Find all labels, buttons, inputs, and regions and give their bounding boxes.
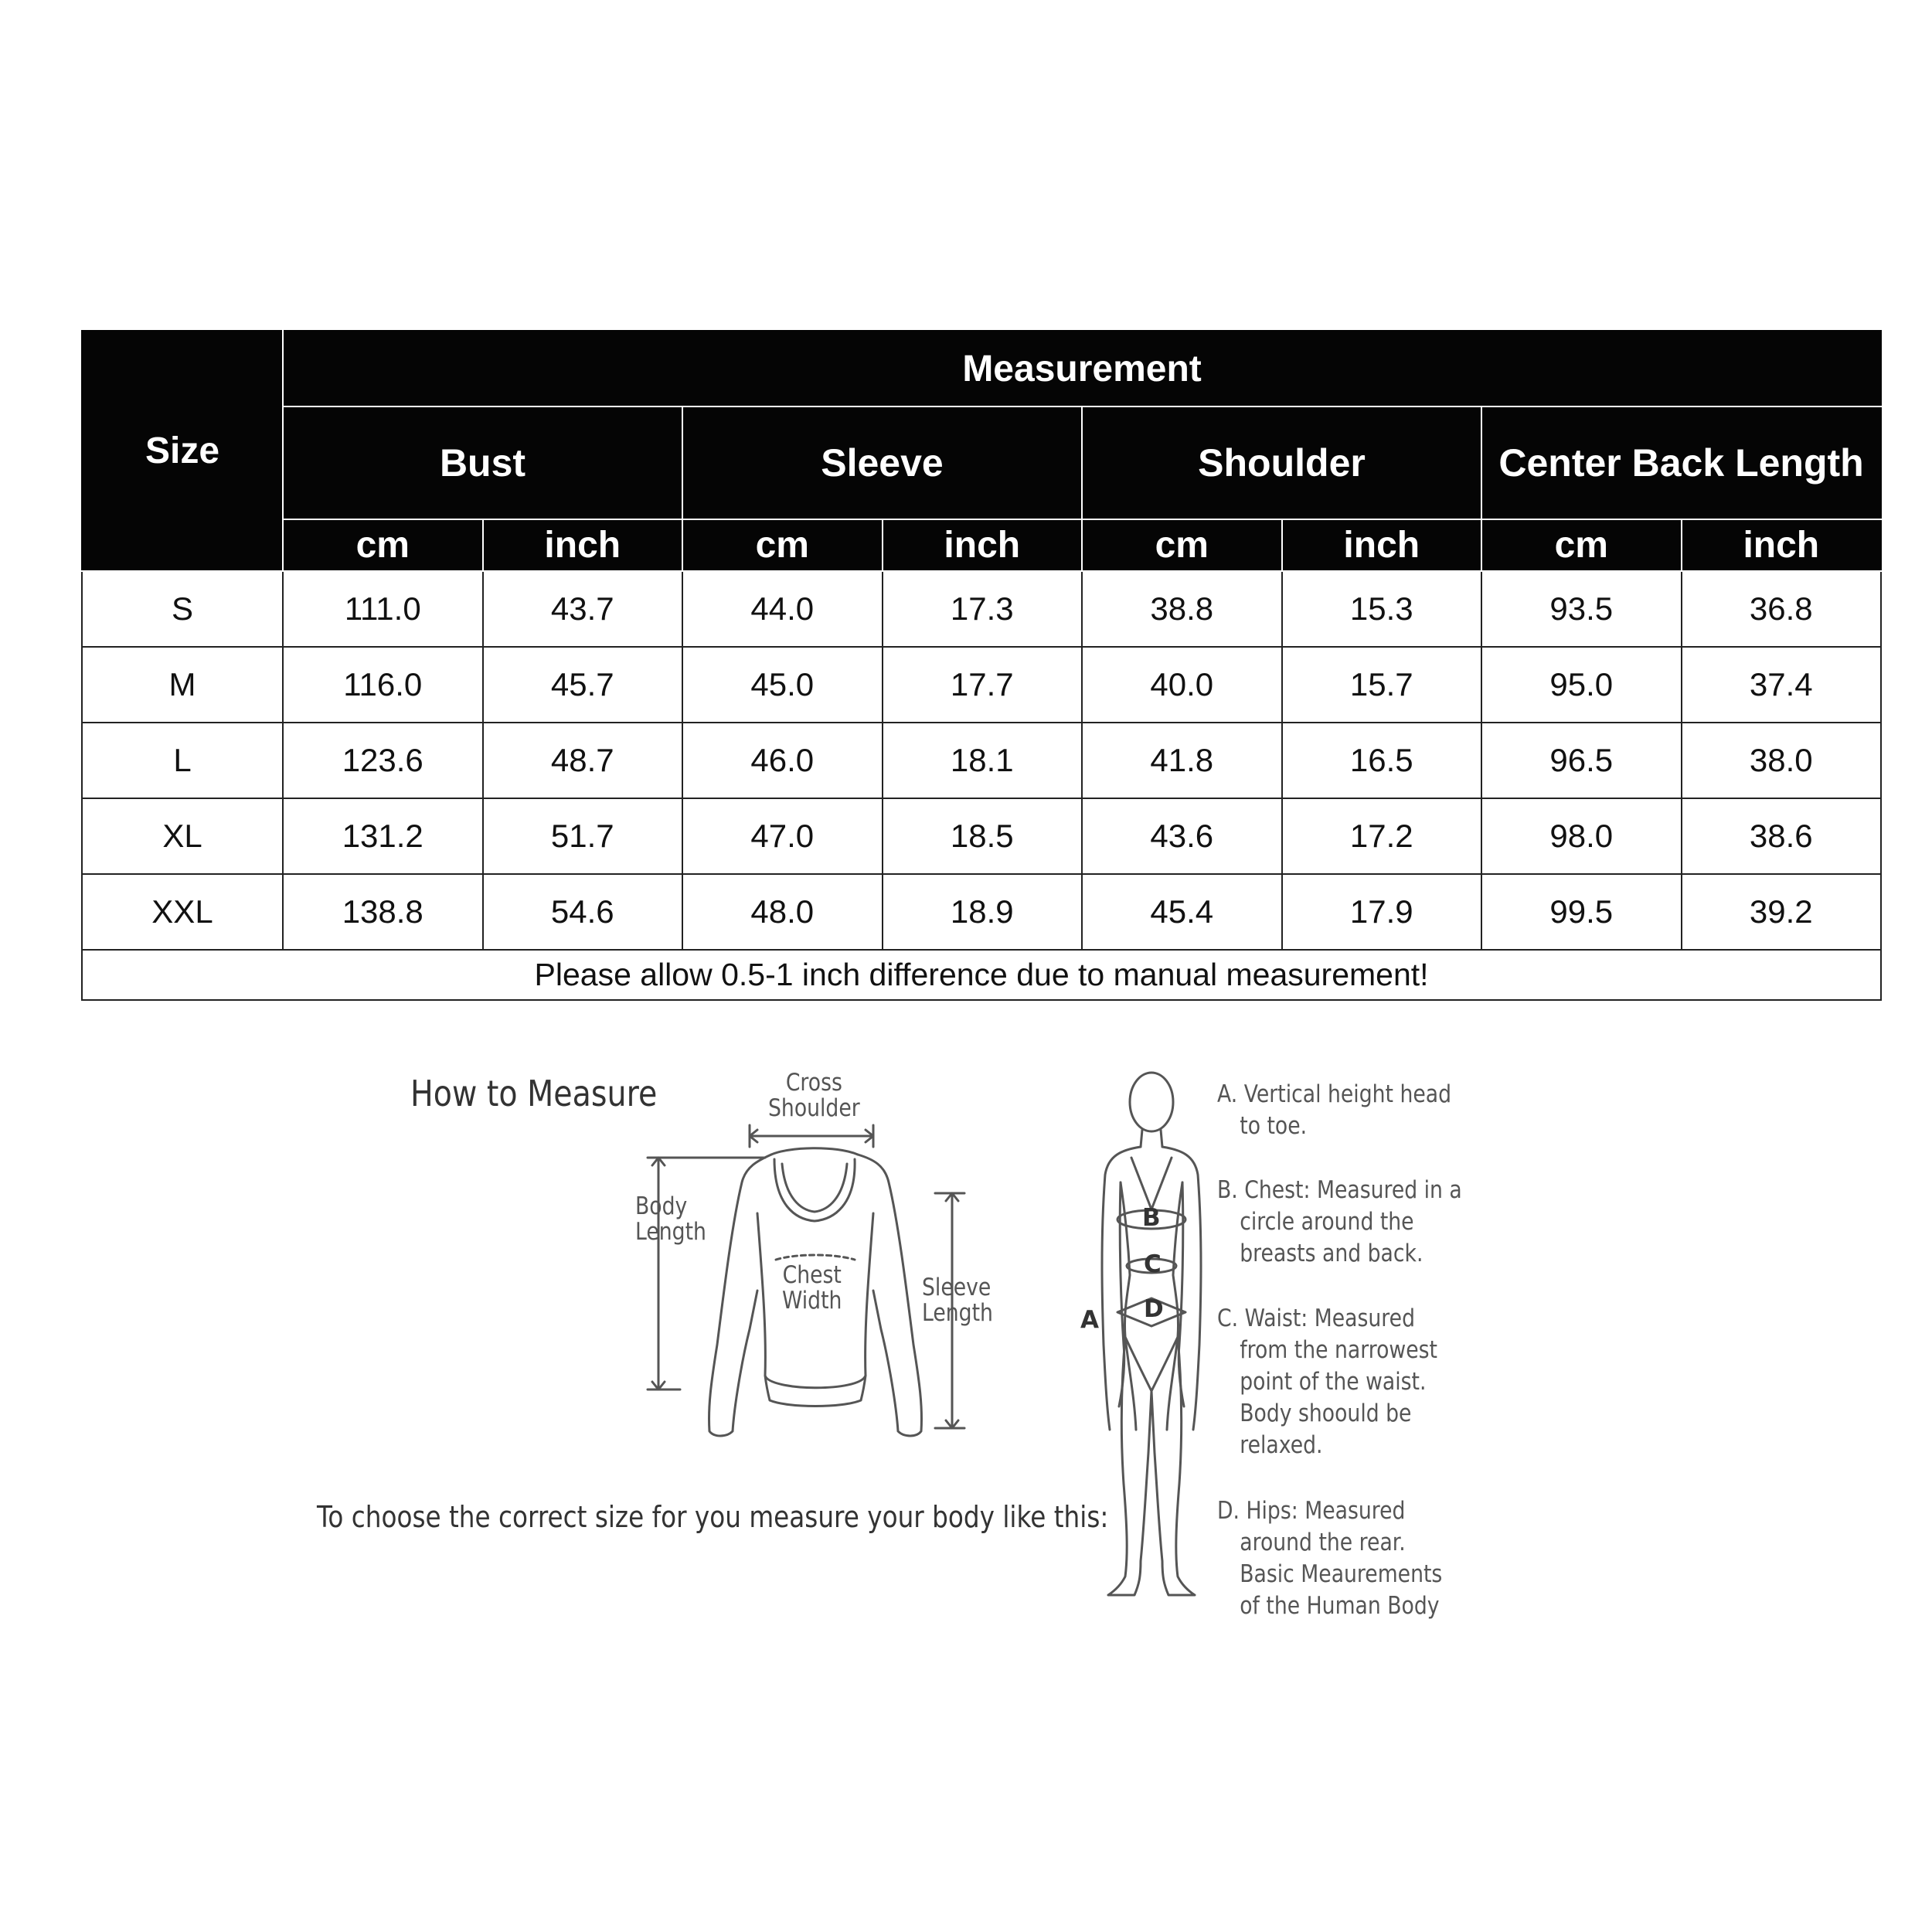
group-header-bust: Bust xyxy=(283,406,682,519)
measurement-cell: 43.7 xyxy=(483,571,683,647)
measurement-cell: 38.0 xyxy=(1682,723,1882,798)
measurement-cell: 93.5 xyxy=(1481,571,1682,647)
definition-a: A. Vertical height head to toe. xyxy=(1217,1080,1452,1140)
size-cell: S xyxy=(82,571,283,647)
measurement-cell: 99.5 xyxy=(1481,874,1682,950)
table-row xyxy=(82,874,1881,950)
measurement-cell: 51.7 xyxy=(483,798,683,874)
group-header-center-back-length: Center Back Length xyxy=(1481,406,1881,519)
measurement-cell: 18.5 xyxy=(883,798,1083,874)
size-chart-table xyxy=(81,330,1882,1001)
body-letter-d: D xyxy=(1144,1295,1164,1323)
measurement-cell: 98.0 xyxy=(1481,798,1682,874)
sleeve-length-label: Sleeve Length xyxy=(922,1274,993,1327)
measurement-cell: 38.8 xyxy=(1082,571,1282,647)
measurement-cell: 95.0 xyxy=(1481,647,1682,723)
body-letter-c: C xyxy=(1144,1250,1162,1278)
unit-header: cm xyxy=(1481,519,1682,571)
measurement-cell: 15.7 xyxy=(1282,647,1482,723)
group-header-shoulder: Shoulder xyxy=(1082,406,1481,519)
measurement-cell: 111.0 xyxy=(283,571,483,647)
size-rows xyxy=(82,571,1881,950)
measurement-cell: 40.0 xyxy=(1082,647,1282,723)
human-body-diagram-icon xyxy=(1090,1066,1213,1607)
measurement-cell: 138.8 xyxy=(283,874,483,950)
definition-b: B. Chest: Measured in a circle around the breasts and back. xyxy=(1217,1176,1462,1267)
body-letter-a: A xyxy=(1080,1306,1099,1334)
definition-c: C. Waist: Measured from the narrowest point of the waist. Body shoould be relaxed. xyxy=(1217,1304,1437,1459)
measurement-cell: 44.0 xyxy=(682,571,883,647)
unit-header: inch xyxy=(1682,519,1882,571)
measurement-cell: 37.4 xyxy=(1682,647,1882,723)
unit-header: inch xyxy=(483,519,683,571)
measurement-cell: 116.0 xyxy=(283,647,483,723)
measurement-cell: 17.7 xyxy=(883,647,1083,723)
size-cell: L xyxy=(82,723,283,798)
definition-d: D. Hips: Measured around the rear. Basic Meaurements of the Human Body xyxy=(1217,1497,1443,1620)
measurement-cell: 45.4 xyxy=(1082,874,1282,950)
table-row xyxy=(82,647,1881,723)
measurement-cell: 131.2 xyxy=(283,798,483,874)
size-cell: M xyxy=(82,647,283,723)
choose-size-instruction: To choose the correct size for you measure your body like this: xyxy=(317,1500,1109,1534)
measurement-cell: 46.0 xyxy=(682,723,883,798)
body-letter-b: B xyxy=(1142,1204,1161,1232)
measurement-cell: 17.9 xyxy=(1282,874,1482,950)
body-length-label: Body Length xyxy=(635,1192,706,1246)
unit-header: cm xyxy=(682,519,883,571)
group-header-sleeve: Sleeve xyxy=(682,406,1082,519)
measurement-cell: 48.7 xyxy=(483,723,683,798)
measurement-cell: 39.2 xyxy=(1682,874,1882,950)
table-row xyxy=(82,571,1881,647)
measurement-cell: 17.2 xyxy=(1282,798,1482,874)
measurement-cell: 54.6 xyxy=(483,874,683,950)
size-cell: XL xyxy=(82,798,283,874)
measurement-cell: 96.5 xyxy=(1481,723,1682,798)
measurement-cell: 45.0 xyxy=(682,647,883,723)
unit-header: cm xyxy=(283,519,483,571)
measurement-cell: 15.3 xyxy=(1282,571,1482,647)
table-row xyxy=(82,723,1881,798)
unit-header: inch xyxy=(1282,519,1482,571)
measurement-cell: 123.6 xyxy=(283,723,483,798)
unit-header: cm xyxy=(1082,519,1282,571)
measurement-cell: 47.0 xyxy=(682,798,883,874)
measurement-cell: 38.6 xyxy=(1682,798,1882,874)
measurement-cell: 36.8 xyxy=(1682,571,1882,647)
size-cell: XXL xyxy=(82,874,283,950)
measurement-cell: 18.1 xyxy=(883,723,1083,798)
table-row xyxy=(82,798,1881,874)
unit-header: inch xyxy=(883,519,1083,571)
how-to-measure-title: How to Measure xyxy=(410,1073,658,1114)
measurement-cell: 16.5 xyxy=(1282,723,1482,798)
measurement-header: Measurement xyxy=(283,331,1881,406)
measurement-cell: 48.0 xyxy=(682,874,883,950)
measurement-cell: 41.8 xyxy=(1082,723,1282,798)
garment-diagram-icon xyxy=(634,1097,1066,1437)
measurement-cell: 18.9 xyxy=(883,874,1083,950)
size-header: Size xyxy=(82,331,283,571)
cross-shoulder-label: Cross Shoulder xyxy=(768,1069,860,1122)
chest-width-label: Chest Width xyxy=(782,1261,842,1315)
measurement-cell: 17.3 xyxy=(883,571,1083,647)
measurement-note: Please allow 0.5-1 inch difference due to manual measurement! xyxy=(82,950,1881,1000)
measurement-cell: 45.7 xyxy=(483,647,683,723)
measurement-cell: 43.6 xyxy=(1082,798,1282,874)
